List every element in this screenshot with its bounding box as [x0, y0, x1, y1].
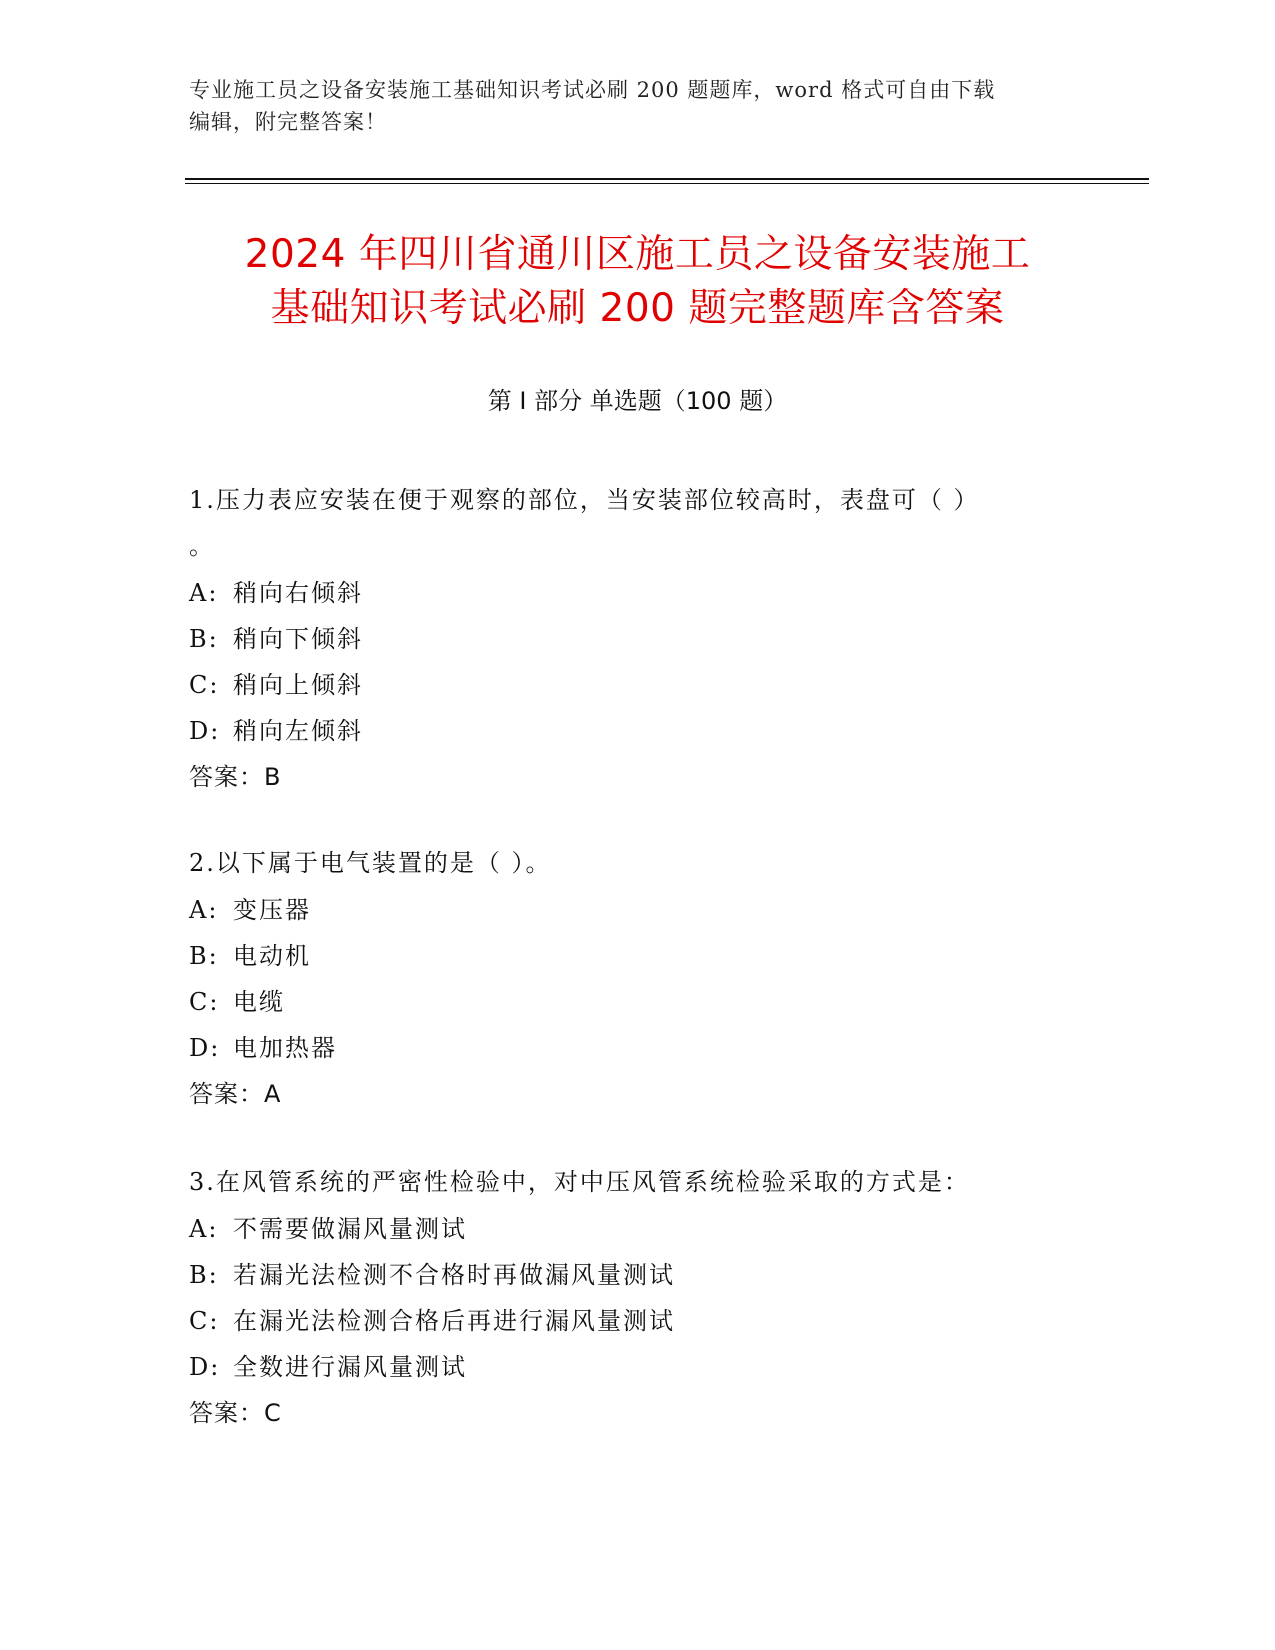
option-letter: D:: [189, 717, 221, 745]
document-title-line-2: 基础知识考试必刷 200 题完整题库含答案: [270, 286, 1005, 331]
question-stem: 1.压力表应安装在便于观察的部位，当安装部位较高时，表盘可（ ）: [189, 486, 980, 514]
option-d: [189, 708, 1089, 754]
option-text: 电缆: [233, 988, 285, 1016]
option-letter: B:: [189, 942, 219, 970]
option-letter: B:: [189, 625, 219, 653]
header-note: [189, 74, 1069, 138]
option-text: 稍向左倾斜: [233, 717, 363, 745]
option-text: 若漏光法检测不合格时再做漏风量测试: [233, 1261, 675, 1289]
header-divider-thick: [185, 178, 1149, 180]
question-stem: 3.在风管系统的严密性检验中，对中压风管系统检验采取的方式是：: [189, 1168, 970, 1196]
option-text: 稍向右倾斜: [233, 579, 363, 607]
answer-line: 答案：A: [189, 1080, 282, 1108]
option-b: [189, 1252, 1089, 1298]
header-divider-thin: [185, 183, 1149, 184]
option-b: [189, 616, 1089, 662]
option-letter: C:: [189, 671, 220, 699]
option-c: [189, 979, 1089, 1025]
option-letter: A:: [189, 579, 219, 607]
header-note-line-2: 编辑，附完整答案！: [189, 110, 387, 134]
question-block: [189, 476, 1089, 800]
option-letter: C:: [189, 988, 220, 1016]
document-title: [150, 228, 1125, 336]
document-title-line-1: 2024 年四川省通川区施工员之设备安装施工: [244, 232, 1031, 277]
option-a: [189, 887, 1089, 933]
option-letter: C:: [189, 1307, 220, 1335]
option-c: [189, 662, 1089, 708]
option-a: [189, 1206, 1089, 1252]
option-letter: A:: [189, 896, 219, 924]
section-heading: 第 I 部分 单选题（100 题）: [487, 387, 788, 415]
option-letter: B:: [189, 1261, 219, 1289]
option-text: 稍向下倾斜: [233, 625, 363, 653]
option-d: [189, 1025, 1089, 1071]
option-d: [189, 1344, 1089, 1390]
answer-line: 答案：B: [189, 763, 282, 791]
answer-line: 答案：C: [189, 1399, 282, 1427]
option-text: 稍向上倾斜: [233, 671, 363, 699]
header-note-line-1: 专业施工员之设备安装施工基础知识考试必刷 200 题题库，word 格式可自由下载: [189, 78, 996, 102]
option-text: 全数进行漏风量测试: [233, 1353, 467, 1381]
option-letter: D:: [189, 1353, 221, 1381]
question-block: [189, 839, 1089, 1117]
question-block: [189, 1158, 1089, 1436]
option-text: 在漏光法检测合格后再进行漏风量测试: [233, 1307, 675, 1335]
option-letter: D:: [189, 1034, 221, 1062]
option-text: 不需要做漏风量测试: [233, 1215, 467, 1243]
option-c: [189, 1298, 1089, 1344]
option-text: 电动机: [233, 942, 311, 970]
option-letter: A:: [189, 1215, 219, 1243]
option-text: 电加热器: [233, 1034, 337, 1062]
question-stem: 2.以下属于电气装置的是（ ）。: [189, 849, 552, 877]
option-text: 变压器: [233, 896, 311, 924]
option-a: [189, 570, 1089, 616]
question-stem-continuation: 。: [189, 532, 215, 560]
option-b: [189, 933, 1089, 979]
